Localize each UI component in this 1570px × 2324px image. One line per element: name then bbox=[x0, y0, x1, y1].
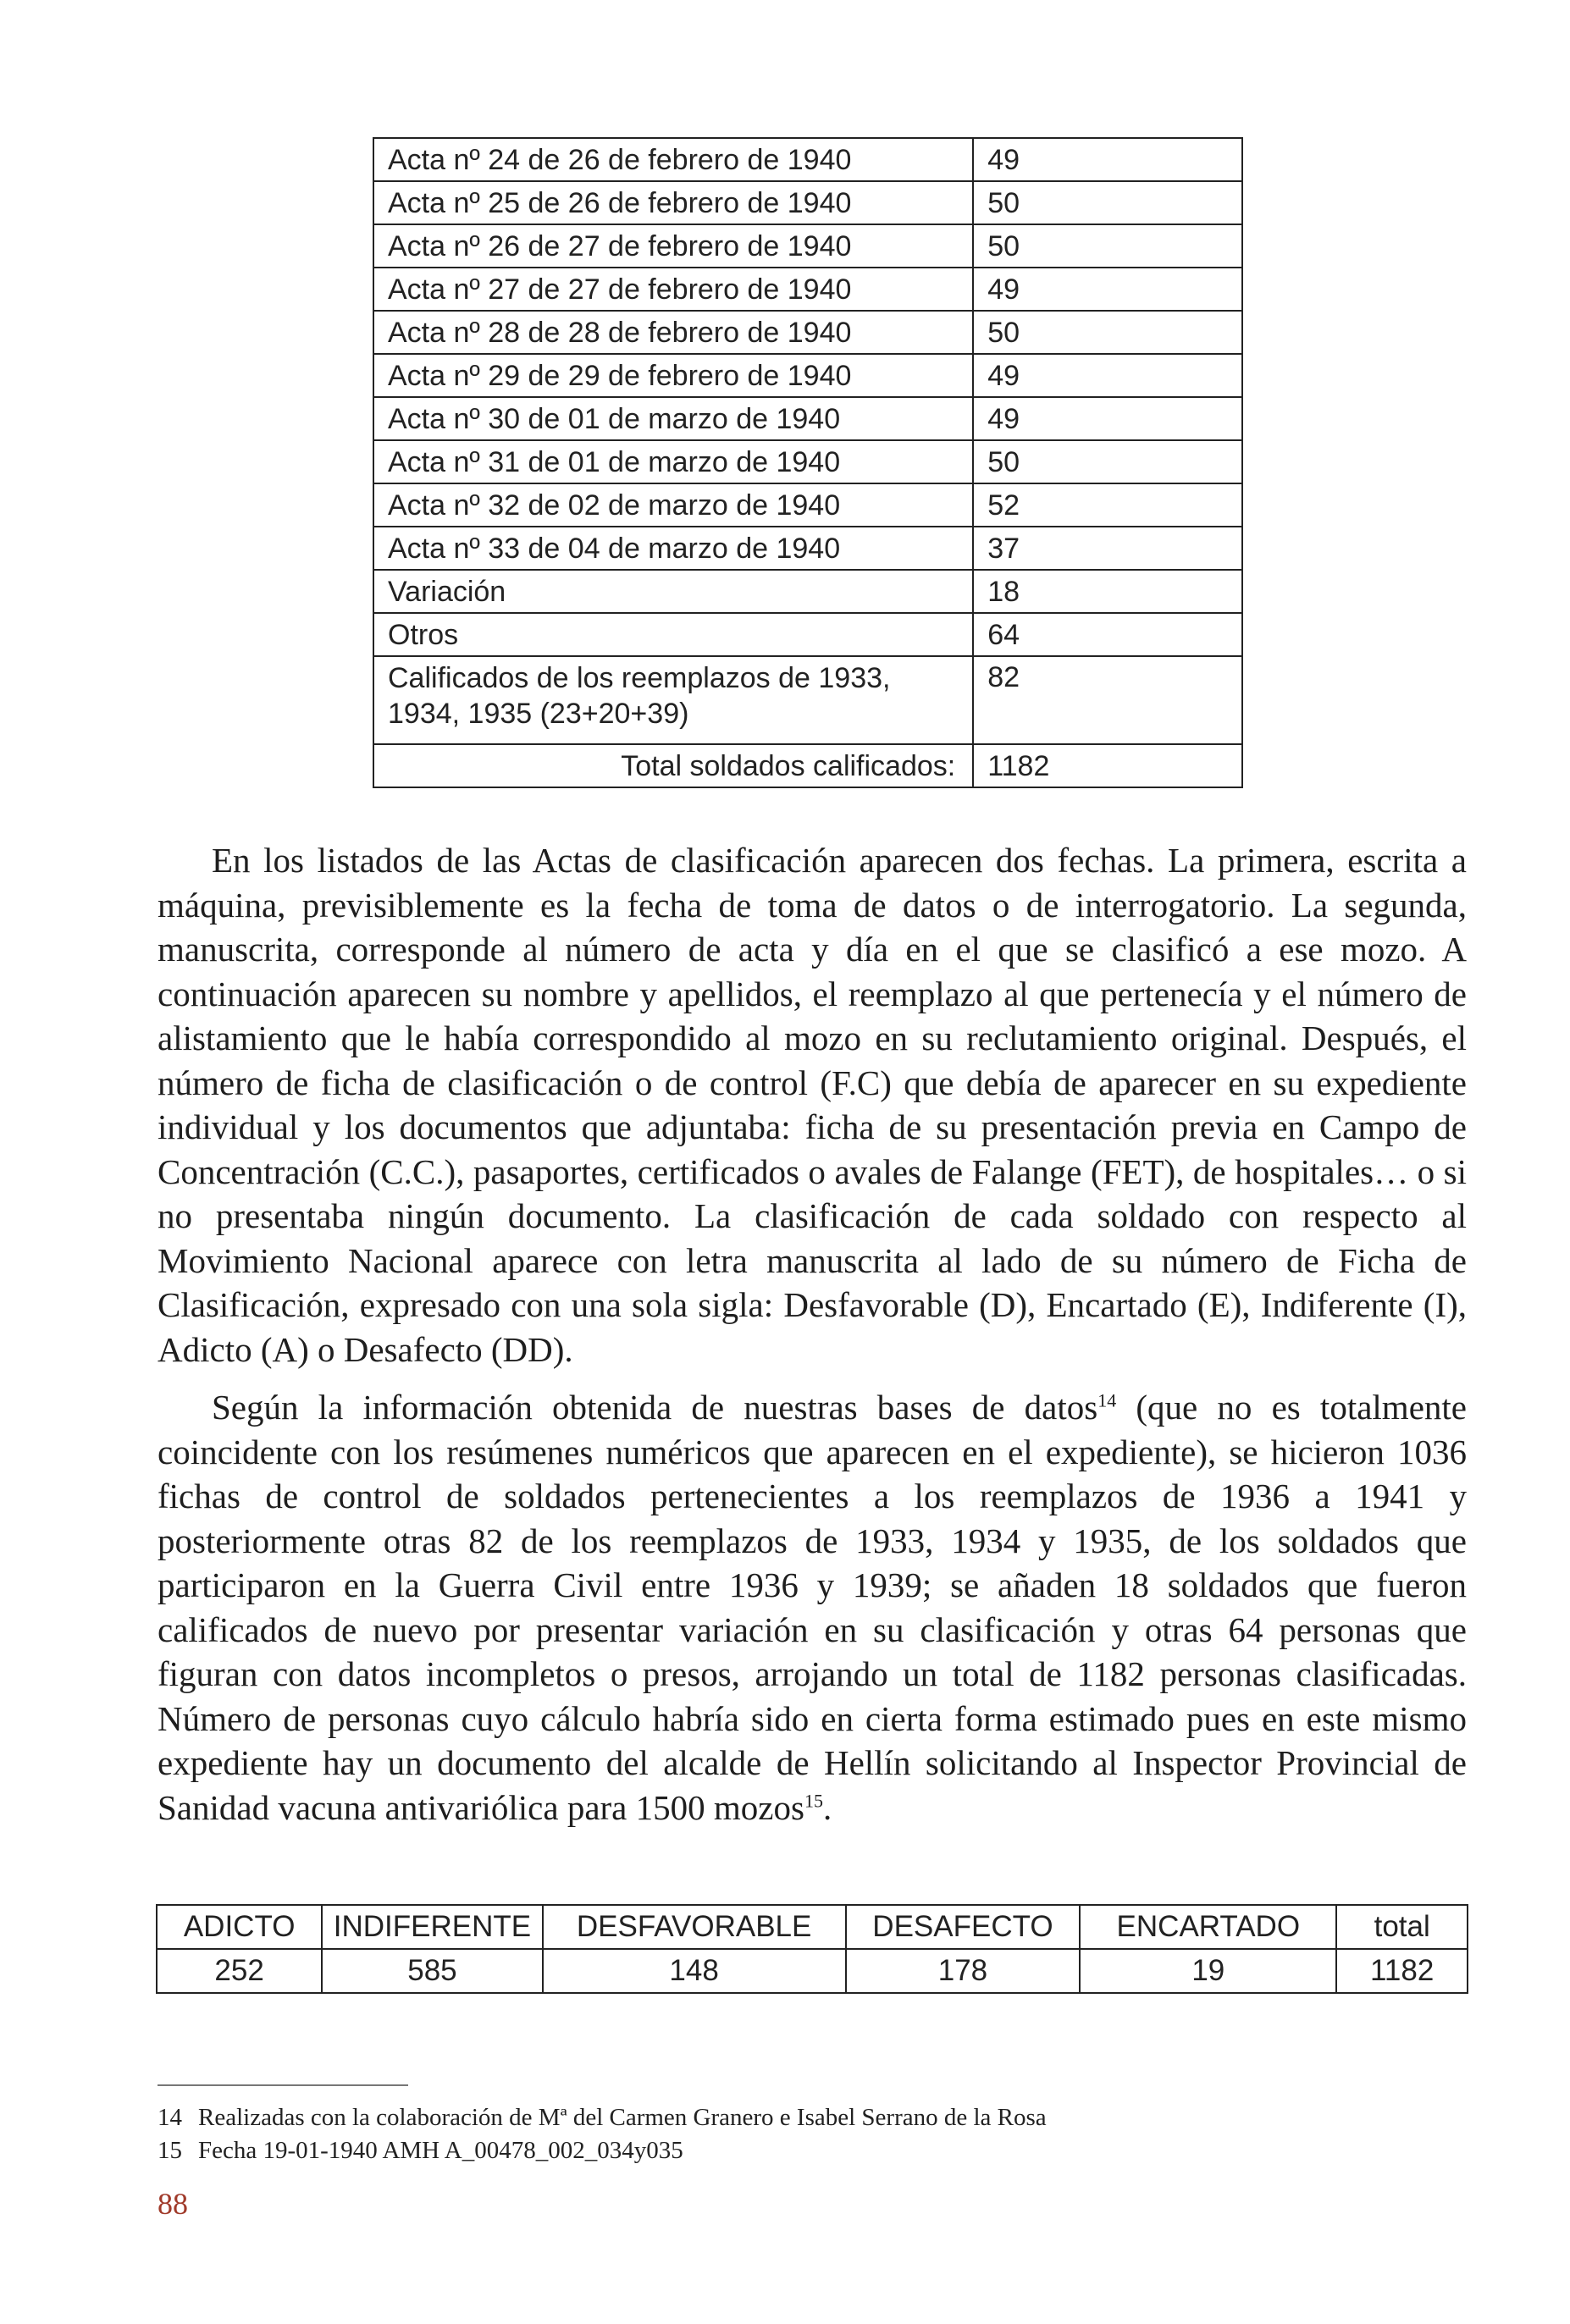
paragraph-text: . bbox=[822, 1787, 832, 1827]
acta-value-cell: 52 bbox=[973, 483, 1242, 527]
table-row bbox=[373, 527, 1242, 570]
acta-table bbox=[373, 137, 1243, 788]
footnote-ref[interactable]: 15 bbox=[804, 1789, 823, 1811]
acta-value-cell: 50 bbox=[973, 181, 1242, 224]
table-total-row bbox=[373, 744, 1242, 787]
table-row bbox=[373, 613, 1242, 656]
paragraph: En los listados de las Actas de clasificación aparecen dos fechas. La primera, escrita a máquina, previsiblemente es la fecha de toma de datos o de interrogatorio. La segunda, manuscrita, corresponde al número de acta y día en el que se clasificó a ese mozo. A continuación aparecen su nombre y apellidos, el reemplazo al que pertenecía y el número de alistamiento que le había correspondido al mozo en su reclutamiento original. Después, el número de ficha de clasificación o de control (F.C) que debía de aparecer en su expediente individual y los documentos que adjuntaba: ficha de su presentación previa en Campo de Concentración (C.C.), pasaportes, certificados o avales de Falange (FET), de hospitales… o si no presentaba ningún documento. La clasificación de cada soldado con respecto al Movimiento Nacional aparece con letra manuscrita al lado de su número de Ficha de Clasificación, expresado con una sola sigla: Desfavorable (D), Encartado (E), Indiferente (I), Adicto (A) o Desafecto (DD). bbox=[158, 841, 1467, 1369]
footnote bbox=[158, 2101, 1467, 2134]
acta-label-cell: Otros bbox=[373, 613, 973, 656]
page-number: 88 bbox=[158, 2187, 188, 2221]
acta-label-cell: Acta nº 27 de 27 de febrero de 1940 bbox=[373, 268, 973, 311]
acta-label-cell: Acta nº 31 de 01 de marzo de 1940 bbox=[373, 440, 973, 483]
acta-label-cell: Variación bbox=[373, 570, 973, 613]
acta-label-cell: Acta nº 30 de 01 de marzo de 1940 bbox=[373, 397, 973, 440]
table-row bbox=[373, 656, 1242, 744]
table-row bbox=[373, 440, 1242, 483]
value-cell: 585 bbox=[322, 1949, 542, 1993]
acta-value-cell: 50 bbox=[973, 311, 1242, 354]
table-row bbox=[373, 397, 1242, 440]
value-cell: 252 bbox=[157, 1949, 322, 1993]
table-header-row bbox=[157, 1905, 1468, 1949]
header-cell: INDIFERENTE bbox=[322, 1905, 542, 1949]
acta-label-cell: Acta nº 25 de 26 de febrero de 1940 bbox=[373, 181, 973, 224]
footnote bbox=[158, 2134, 1467, 2167]
acta-value-cell: 18 bbox=[973, 570, 1242, 613]
acta-value-cell: 49 bbox=[973, 397, 1242, 440]
value-cell: 178 bbox=[846, 1949, 1081, 1993]
acta-value-cell: 49 bbox=[973, 138, 1242, 181]
acta-table-body bbox=[373, 138, 1242, 787]
header-cell: total bbox=[1336, 1905, 1468, 1949]
acta-label-cell: Calificados de los reemplazos de 1933, 1934, 1935 (23+20+39) bbox=[373, 656, 973, 744]
paragraph-text: (que no es totalmente coincidente con los resúmenes numéricos que aparecen en el expediente), se hicieron 1036 fichas de control de soldados pertenecientes a los reemplazos de 1936 a 1941 y posteriormente otras 82 de los reemplazos de 1933, 1934 y 1935, de los soldados que participaron en la Guerra Civil entre 1936 y 1939; se añaden 18 soldados que fueron calificados de nuevo por presentar variación en su clasificación y otras 64 personas que figuran con datos incompletos o presos, arrojando un total de 1182 personas clasificadas. Número de personas cuyo cálculo habría sido en cierta forma estimado pues en este mismo expediente hay un documento del alcalde de Hellín solicitando al Inspector Provincial de Sanidad vacuna antivariólica para 1500 mozos bbox=[158, 1388, 1467, 1827]
footnote-number: 15 bbox=[158, 2137, 182, 2164]
table-row bbox=[373, 268, 1242, 311]
acta-value-cell: 64 bbox=[973, 613, 1242, 656]
acta-value-cell: 50 bbox=[973, 224, 1242, 268]
acta-label-cell: Acta nº 29 de 29 de febrero de 1940 bbox=[373, 354, 973, 397]
acta-value-cell: 82 bbox=[973, 656, 1242, 744]
table-row bbox=[373, 224, 1242, 268]
acta-value-cell: 49 bbox=[973, 268, 1242, 311]
footnote-number: 14 bbox=[158, 2104, 182, 2131]
acta-value-cell: 50 bbox=[973, 440, 1242, 483]
footnote-text: Realizadas con la colaboración de Mª del Carmen Granero e Isabel Serrano de la Rosa bbox=[198, 2104, 1047, 2131]
acta-label-cell: Acta nº 26 de 27 de febrero de 1940 bbox=[373, 224, 973, 268]
table-row bbox=[373, 483, 1242, 527]
table-row bbox=[373, 181, 1242, 224]
value-cell: 1182 bbox=[1336, 1949, 1468, 1993]
acta-label-cell: Acta nº 24 de 26 de febrero de 1940 bbox=[373, 138, 973, 181]
table-row bbox=[373, 311, 1242, 354]
table-row bbox=[373, 354, 1242, 397]
header-cell: DESAFECTO bbox=[846, 1905, 1081, 1949]
footnote-text: Fecha 19-01-1940 AMH A_00478_002_034y035 bbox=[198, 2137, 683, 2164]
acta-label-cell: Acta nº 32 de 02 de marzo de 1940 bbox=[373, 483, 973, 527]
body-text bbox=[158, 838, 1467, 1830]
paragraph bbox=[158, 1385, 1467, 1830]
acta-label-cell: Acta nº 28 de 28 de febrero de 1940 bbox=[373, 311, 973, 354]
classification-table bbox=[156, 1904, 1468, 1994]
acta-label-cell: Acta nº 33 de 04 de marzo de 1940 bbox=[373, 527, 973, 570]
value-cell: 19 bbox=[1080, 1949, 1336, 1993]
header-cell: ENCARTADO bbox=[1080, 1905, 1336, 1949]
table-row bbox=[373, 138, 1242, 181]
table-row bbox=[157, 1949, 1468, 1993]
footnotes bbox=[158, 2101, 1467, 2167]
header-cell: ADICTO bbox=[157, 1905, 322, 1949]
footnote-ref[interactable]: 14 bbox=[1097, 1389, 1117, 1411]
total-value-cell: 1182 bbox=[973, 744, 1242, 787]
footnote-divider bbox=[158, 2084, 408, 2086]
acta-value-cell: 37 bbox=[973, 527, 1242, 570]
acta-value-cell: 49 bbox=[973, 354, 1242, 397]
value-cell: 148 bbox=[543, 1949, 846, 1993]
table-row bbox=[373, 570, 1242, 613]
header-cell: DESFAVORABLE bbox=[543, 1905, 846, 1949]
paragraph-text: Según la información obtenida de nuestras bases de datos bbox=[212, 1388, 1098, 1427]
total-label-cell: Total soldados calificados: bbox=[373, 744, 973, 787]
